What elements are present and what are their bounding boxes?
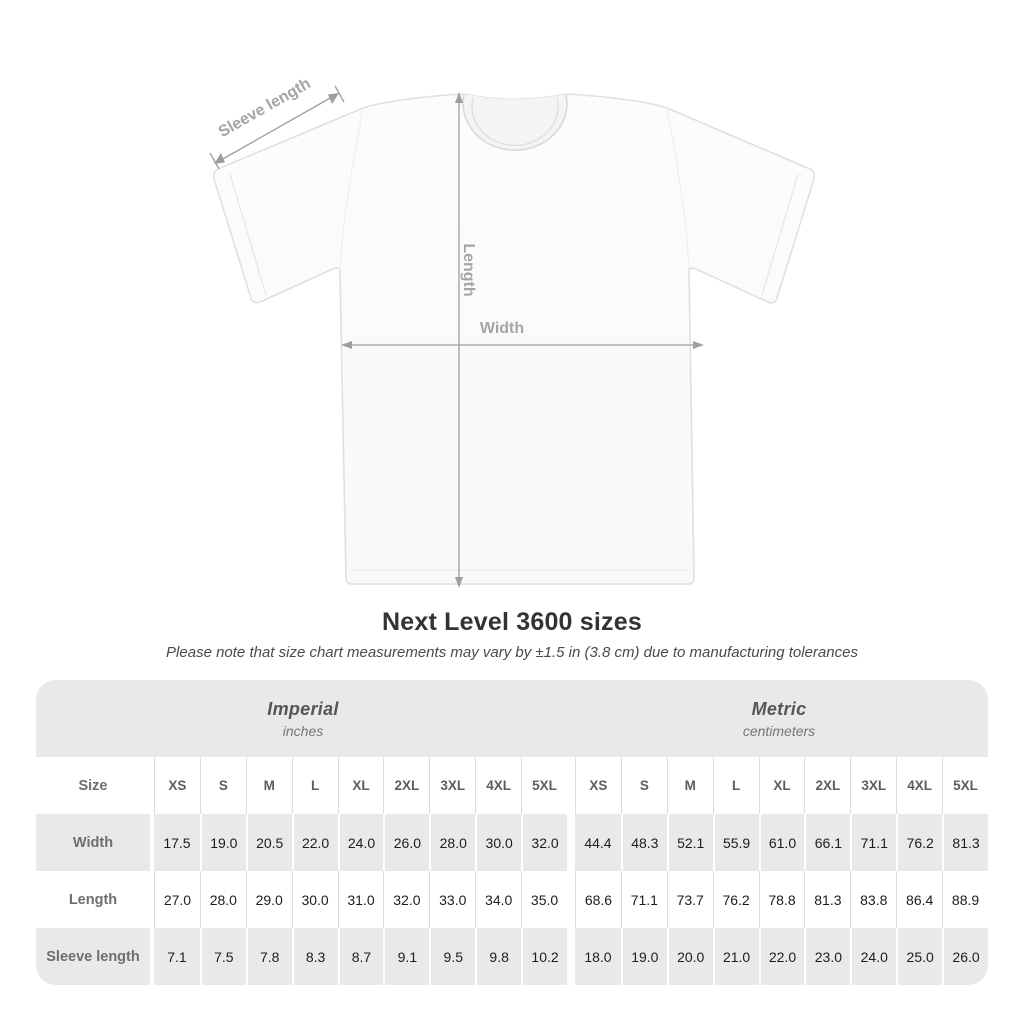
measurement-value-cell: 32.0 [383,871,429,928]
size-column-header: XS [154,757,200,814]
measurement-value-cell: 28.0 [200,871,246,928]
measurement-value-cell: 9.8 [475,928,521,985]
measurement-value-cell: 76.2 [713,871,759,928]
size-column-header: 3XL [850,757,896,814]
measurement-value-cell: 8.7 [338,928,384,985]
measurement-value-cell: 21.0 [713,928,759,985]
size-column-header: 5XL [521,757,567,814]
row-label-cell: Sleeve length [46,948,140,965]
measurement-value-cell: 8.3 [292,928,338,985]
measurement-value-cell: 81.3 [942,814,988,871]
measurement-value-cell: 71.1 [850,814,896,871]
size-column-header: 4XL [896,757,942,814]
measurement-value-cell: 68.6 [575,871,621,928]
measurement-value-cell: 27.0 [154,871,200,928]
sleeve-length-label: Sleeve length [215,75,314,142]
measurement-value-cell: 7.8 [246,928,292,985]
measurement-value-cell: 9.5 [429,928,475,985]
size-column-header: XL [759,757,805,814]
measurement-value-cell: 52.1 [667,814,713,871]
unit-system-header-band [36,680,988,757]
measurement-value-cell: 32.0 [521,814,567,871]
measurement-value-cell: 26.0 [383,814,429,871]
size-column-header: XS [575,757,621,814]
measurement-value-cell: 9.1 [383,928,429,985]
measurement-value-cell: 17.5 [163,834,191,851]
measurement-value-cell: 7.5 [200,928,246,985]
measurement-value-cell: 83.8 [850,871,896,928]
measurement-value-cell: 20.5 [246,814,292,871]
measurement-value-cell: 28.0 [429,814,475,871]
column-spacer [567,814,575,871]
measurement-value-cell: 24.0 [850,928,896,985]
measurement-value-cell: 86.4 [896,871,942,928]
size-column-header: M [246,757,292,814]
column-spacer [567,871,575,928]
imperial-unit: inches [282,722,324,739]
length-label: Length [460,243,477,297]
measurement-value-cell: 76.2 [896,814,942,871]
tolerance-note: Please note that size chart measurements may vary by ±1.5 in (3.8 cm) due to manufacturing tolerances [166,644,858,661]
size-column-header: L [292,757,338,814]
measurement-value-cell: 78.8 [759,871,805,928]
width-label: Width [479,320,525,337]
size-table-body [36,757,988,985]
measurement-value-cell: 66.1 [804,814,850,871]
measurement-value-cell: 19.0 [621,928,667,985]
measurement-value-cell: 34.0 [475,871,521,928]
size-column-header: S [200,757,246,814]
table-row [36,757,988,814]
page-title: Next Level 3600 sizes [382,608,642,636]
metric-unit: centimeters [742,722,816,739]
measurement-value-cell: 18.0 [584,948,612,965]
size-column-header: 2XL [383,757,429,814]
size-column-header: 3XL [429,757,475,814]
imperial-header [36,680,570,757]
measurement-value-cell: 48.3 [621,814,667,871]
measurement-value-cell: 30.0 [475,814,521,871]
row-label-cell: Length [68,891,118,908]
table-row [36,928,988,985]
measurement-value-cell: 33.0 [429,871,475,928]
measurement-value-cell: 22.0 [292,814,338,871]
size-chart-table [36,680,988,985]
measurement-value-cell: 30.0 [292,871,338,928]
imperial-title: Imperial [267,698,339,719]
measurement-value-cell: 25.0 [896,928,942,985]
measurement-value-cell: 81.3 [804,871,850,928]
measurement-value-cell: 19.0 [200,814,246,871]
measurement-value-cell: 71.1 [621,871,667,928]
measurement-value-cell: 26.0 [942,928,988,985]
measurement-value-cell: 73.7 [667,871,713,928]
row-label-cell: Width [72,834,114,851]
column-spacer [567,928,575,985]
measurement-value-cell: 10.2 [521,928,567,985]
measurement-value-cell: 29.0 [246,871,292,928]
size-column-header: 2XL [804,757,850,814]
metric-header [570,680,988,757]
size-column-header: XL [338,757,384,814]
measurement-value-cell: 55.9 [713,814,759,871]
measurement-value-cell: 35.0 [521,871,567,928]
table-row [36,814,988,871]
size-column-header: L [713,757,759,814]
measurement-value-cell: 22.0 [759,928,805,985]
measurement-value-cell: 24.0 [338,814,384,871]
measurement-value-cell: 20.0 [667,928,713,985]
table-row [36,871,988,928]
measurement-value-cell: 88.9 [942,871,988,928]
measurement-value-cell: 31.0 [338,871,384,928]
size-column-header: 5XL [942,757,988,814]
metric-title: Metric [751,698,807,719]
measurement-value-cell: 44.4 [584,834,612,851]
tshirt-shape [214,94,815,584]
size-header-cell: Size [78,777,108,794]
column-spacer [567,757,575,814]
size-column-header: S [621,757,667,814]
size-column-header: M [667,757,713,814]
measurement-value-cell: 61.0 [759,814,805,871]
measurement-value-cell: 7.1 [167,948,187,965]
size-column-header: 4XL [475,757,521,814]
measurement-value-cell: 23.0 [804,928,850,985]
